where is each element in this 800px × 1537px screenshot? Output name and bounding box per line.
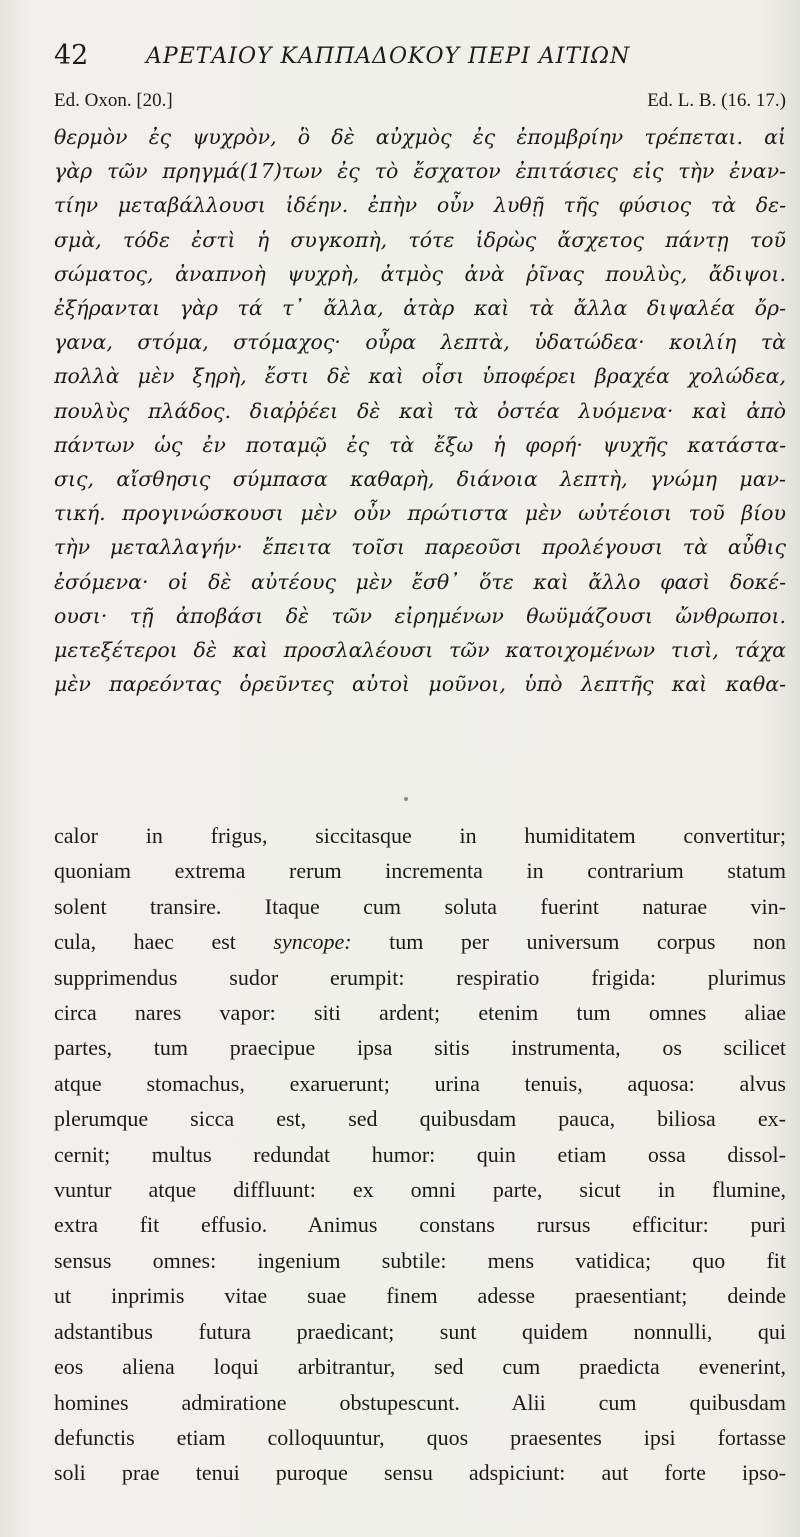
latin-line: [54, 960, 786, 995]
latin-line: [54, 1207, 786, 1242]
latin-text-segment: supprimendus sudor erumpit: respiratio frigida: plurimus: [54, 964, 786, 990]
latin-line: [54, 1420, 786, 1455]
page-number: 42: [54, 40, 89, 71]
latin-line: [54, 853, 786, 888]
latin-line: [54, 818, 786, 853]
greek-text: [54, 120, 786, 701]
greek-line: γανα, στόμα, στόμαχος· οὖρα λεπτὰ, ὑδατώδεα· κοιλίη τὰ: [54, 330, 786, 355]
latin-line: [54, 1278, 786, 1313]
greek-line: ουσι· τῇ ἀποβάσι δὲ τῶν εἰρημένων θωϋμάζουσι ὤνθρωποι.: [54, 603, 786, 628]
latin-text-segment: cula, haec est: [54, 929, 274, 955]
decorative-speck: [404, 797, 408, 801]
latin-line: [54, 1349, 786, 1384]
latin-line: [54, 1385, 786, 1420]
latin-line: [54, 1172, 786, 1207]
edition-reference: [54, 90, 786, 118]
greek-line: πουλὺς πλάδος. διαῤῥέει δὲ καὶ τὰ ὀστέα λυόμενα· καὶ ἀπὸ: [54, 398, 786, 423]
latin-line: [54, 924, 786, 959]
greek-line: σμὰ, τόδε ἐστὶ ἡ συγκοπὴ, τότε ἱδρὼς ἄσχετος πάντῃ τοῦ: [54, 227, 786, 252]
greek-line: ἐσόμενα· οἱ δὲ αὐτέους μὲν ἔσθ᾽ ὅτε καὶ ἄλλο φασὶ δοκέ-: [54, 569, 786, 594]
greek-line: μὲν παρεόντας ὁρεῦντες αὐτοὶ μοῦνοι, ὑπὸ λεπτῆς καὶ καθα-: [54, 672, 786, 697]
greek-line: θερμὸν ἐς ψυχρὸν, ὃ δὲ αὐχμὸς ἐς ἐπομβρίην τρέπεται. αἱ: [54, 125, 786, 149]
latin-text-segment: sensus omnes: ingenium subtile: mens vatidica; quo fit: [54, 1247, 786, 1273]
latin-text-segment: soli prae tenui puroque sensu adspiciunt: aut forte ipso-: [54, 1460, 786, 1486]
greek-line: τίην μεταβάλλουσι ἰδέην. ἐπὴν οὖν λυθῇ τῆς φύσιος τὰ δε-: [54, 193, 786, 218]
latin-line: [54, 995, 786, 1030]
latin-text-segment: partes, tum praecipue ipsa sitis instrumenta, os scilicet: [54, 1035, 786, 1061]
latin-line: [54, 1455, 786, 1490]
latin-text-segment: cernit; multus redundat humor: quin etiam ossa dissol-: [54, 1141, 786, 1167]
latin-text-segment: adstantibus futura praedicant; sunt quidem nonnulli, qui: [54, 1318, 786, 1344]
edition-oxon: Ed. Oxon. [20.]: [54, 90, 173, 111]
greek-line: ἐξήρανται γὰρ τά τ᾽ ἄλλα, ἀτὰρ καὶ τὰ ἄλλα διψαλέα ὄρ-: [54, 296, 786, 321]
running-head: [54, 38, 754, 78]
latin-text-segment: tum per universum corpus non: [351, 929, 786, 955]
greek-line: σώματος, ἀναπνοὴ ψυχρὴ, ἀτμὸς ἀνὰ ῥῖνας πουλὺς, ἄδιψοι.: [54, 261, 786, 286]
latin-text-segment: extra fit effusio. Animus constans rursus efficitur: puri: [54, 1212, 786, 1238]
running-title: ΑΡΕΤΑΙΟΥ ΚΑΠΠΑΔΟΚΟΥ ΠΕΡΙ ΑΙΤΙΩΝ: [146, 44, 631, 69]
latin-line: [54, 889, 786, 924]
latin-text-segment: atque stomachus, exaruerunt; urina tenuis, aquosa: alvus: [54, 1070, 786, 1096]
latin-text-segment: ut inprimis vitae suae finem adesse praesentiant; deinde: [54, 1283, 786, 1309]
latin-line: [54, 1030, 786, 1065]
greek-line: πάντων ὡς ἐν ποταμῷ ἐς τὰ ἔξω ἡ φορή· ψυχῆς κατάστα-: [54, 432, 786, 457]
greek-line: τὴν μεταλλαγήν· ἔπειτα τοῖσι παρεοῦσι προλέγουσι τὰ αὖθις: [54, 535, 786, 560]
latin-text-segment: solent transire. Itaque cum soluta fuerint naturae vin-: [54, 893, 786, 919]
latin-line: [54, 1066, 786, 1101]
latin-text-segment: calor in frigus, siccitasque in humiditatem convertitur;: [54, 823, 786, 848]
latin-text-segment: defunctis etiam colloquuntur, quos praesentes ipsi fortasse: [54, 1424, 786, 1450]
greek-line: τική. προγινώσκουσι μὲν οὖν πρώτιστα μὲν ωὐτέοισι τοῦ βίου: [54, 501, 786, 526]
latin-line: [54, 1137, 786, 1172]
latin-text-segment: circa nares vapor: siti ardent; etenim tum omnes aliae: [54, 1000, 786, 1026]
latin-text-segment: eos aliena loqui arbitrantur, sed cum praedicta evenerint,: [54, 1354, 786, 1380]
latin-text-segment: vuntur atque diffluunt: ex omni parte, sicut in flumine,: [54, 1177, 786, 1203]
greek-line: μετεξέτεροι δὲ καὶ προσλαλέουσι τῶν κατοιχομένων τισὶ, τάχα: [54, 638, 786, 663]
latin-text-segment: homines admiratione obstupescunt. Alii cum quibusdam: [54, 1389, 786, 1415]
latin-line: [54, 1243, 786, 1278]
greek-line: πολλὰ μὲν ξηρὴ, ἔστι δὲ καὶ οἷσι ὑποφέρει βραχέα χολώδεα,: [54, 364, 786, 389]
latin-italic-term: syncope:: [273, 929, 352, 955]
latin-text-segment: quoniam extrema rerum incrementa in contrarium statum: [54, 858, 786, 884]
latin-line: [54, 1314, 786, 1349]
edition-lb: Ed. L. B. (16. 17.): [647, 90, 786, 111]
latin-text: [54, 818, 786, 1491]
latin-line: [54, 1101, 786, 1136]
latin-text-segment: plerumque sicca est, sed quibusdam pauca, biliosa ex-: [54, 1106, 786, 1132]
greek-line: γὰρ τῶν πρηγμά(17)των ἐς τὸ ἔσχατον ἐπιτάσιες εἰς τὴν ἐναν-: [54, 159, 786, 184]
greek-line: σις, αἴσθησις σύμπασα καθαρὴ, διάνοια λεπτὴ, γνώμη μαν-: [54, 467, 786, 492]
